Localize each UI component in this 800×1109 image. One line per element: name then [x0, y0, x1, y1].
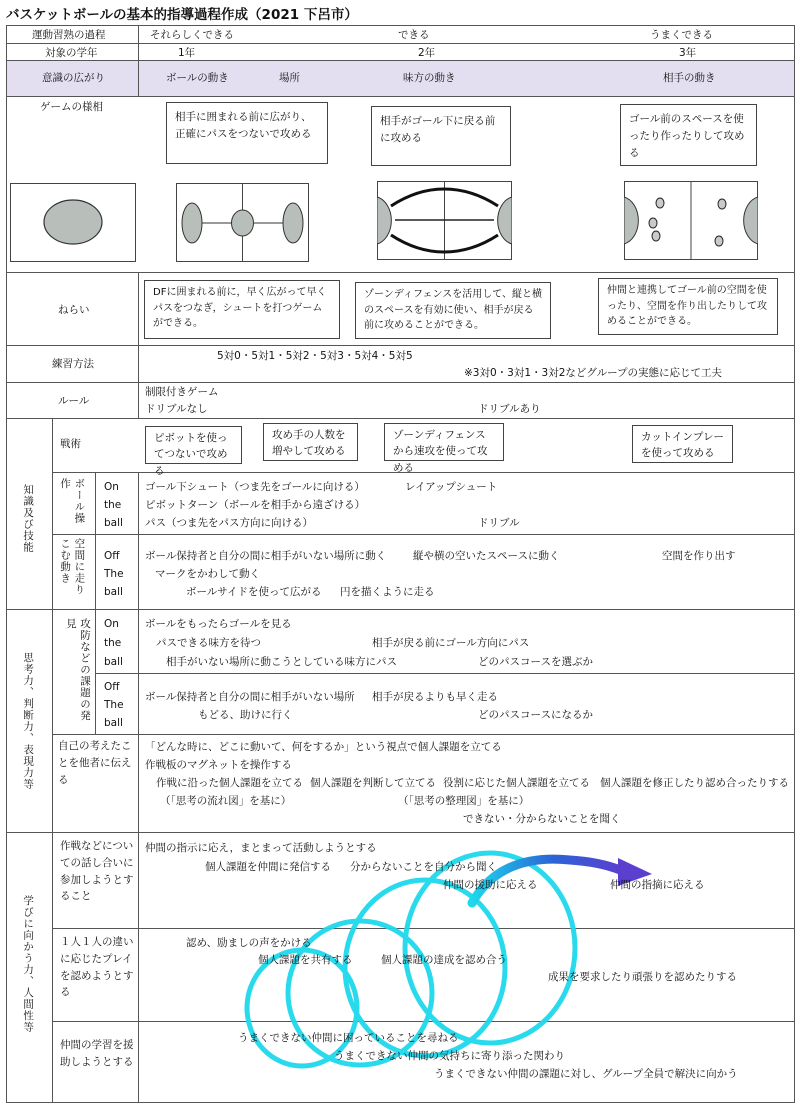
aim-2: ゾーンディフェンスを活用して、縦と横のスペースを有効に使い、相手が戻る前に攻めることができる。 [355, 282, 551, 339]
row-divider [6, 60, 795, 61]
court-scattered-players-diagram [624, 181, 758, 260]
tactic-3: ゾーンディフェンスから速攻を使って攻める [384, 423, 504, 461]
row3-line-2: うまくできない仲間の気持ちに寄り添った関わり [334, 1050, 565, 1062]
ball-line-5: ドリブル [478, 517, 520, 529]
space-sub-off: Off [104, 550, 120, 562]
convey-line-3: 作戦に沿った個人課題を立てる [156, 777, 303, 789]
ball-line-3: ピボットターン（ボールを相手から遠ざける） [145, 499, 366, 511]
row1-line-1: 仲間の指示に応え，まとまって活動しようとする [145, 842, 377, 854]
awareness-label: 意識の広がり [42, 72, 105, 84]
row2-line-3: 個人課題の達成を認め合う [381, 954, 507, 966]
off-line-1: ボール保持者と自分の間に相手がいない場所 [145, 691, 355, 703]
ball-label: ボール操作 [59, 478, 86, 524]
mastery-stage-3: うまくできる [650, 29, 713, 41]
convey-line-6: 個人課題を修正したり認め合ったりする [600, 777, 789, 789]
court-wide-lanes-diagram [377, 181, 512, 260]
tactic-4: カットインプレーを使って攻める [632, 425, 733, 463]
tactic-1: ピボットを使ってつないで攻める [145, 426, 242, 464]
rules-line1: 制限付きゲーム [145, 386, 219, 398]
col-divider [138, 734, 139, 1103]
game-desc-1: 相手に囲まれる前に広がり、正確にパスをつないで攻める [166, 102, 328, 164]
space-sub-the: The [104, 568, 124, 580]
thinking-section-label: 思考力、判断力、表現力等 [22, 652, 35, 790]
row1-line-2: 個人課題を仲間に発信する [205, 861, 331, 873]
grade-3: 3年 [679, 47, 697, 59]
grade-label: 対象の学年 [45, 47, 98, 59]
col-divider [138, 472, 139, 734]
row-divider [6, 418, 795, 419]
mastery-stage-1: それらしくできる [150, 29, 234, 41]
space-line-1: ボール保持者と自分の間に相手がいない場所に動く [145, 550, 387, 562]
row-divider [52, 534, 795, 535]
row3-line-1: うまくできない仲間に困っていることを尋ねる [238, 1032, 459, 1044]
practice-label: 練習方法 [52, 358, 94, 370]
on-sub-ball: ball [104, 656, 123, 668]
page-title: バスケットボールの基本的指導過程作成（2021 下呂市） [6, 7, 358, 23]
aim-3: 仲間と連携してゴール前の空間を使ったり、空間を作り出したりして攻めることができる。 [598, 278, 778, 335]
off-sub-the: The [104, 699, 124, 711]
space-label: 空間に走りこむ動き [59, 538, 86, 596]
rules-label: ルール [58, 395, 90, 407]
court-circle-diagram [10, 183, 136, 262]
discover-label: 攻防などの課題の発見 [64, 618, 91, 722]
aims-label: ねらい [58, 304, 90, 316]
row1-line-5: 仲間の指摘に応える [610, 879, 705, 891]
ball-line-4: パス（つま先をパス方向に向ける） [145, 517, 313, 529]
ball-sub-ball: ball [104, 517, 123, 529]
col-divider [138, 272, 139, 419]
space-line-5: ボールサイドを使って広がる [186, 586, 322, 598]
on-sub-the: the [104, 637, 122, 649]
mastery-label: 運動習熟の過程 [32, 29, 106, 41]
convey-line-8: （「思考の整理図」を基に） [398, 795, 530, 807]
row-divider [6, 382, 795, 383]
rules-left: ドリブルなし [145, 403, 208, 415]
on-sub-on: On [104, 618, 119, 630]
convey-line-9: できない・分からないことを聞く [463, 813, 621, 825]
col-divider [95, 609, 96, 734]
space-line-3: 空間を作り出す [662, 550, 736, 562]
ball-sub-the: the [104, 499, 122, 511]
row1-line-4: 仲間の援助に応える [443, 879, 538, 891]
row-divider [6, 272, 795, 273]
off-line-2: 相手が戻るよりも早く走る [372, 691, 498, 703]
col-divider [95, 472, 96, 609]
row2-label: １人１人の違いに応じたプレイを認めようとする [60, 936, 134, 999]
off-sub-ball: ball [104, 717, 123, 729]
rules-right: ドリブルあり [478, 403, 541, 415]
row-divider [52, 734, 795, 735]
convey-line-4: 個人課題を判断して立てる [310, 777, 436, 789]
game-desc-2: 相手がゴール下に戻る前に攻める [371, 106, 511, 166]
row-divider [95, 673, 795, 674]
off-line-3: もどる、助けに行く [198, 709, 293, 721]
row-divider [6, 43, 795, 44]
practice-methods: 5対0・5対1・5対2・5対3・5対4・5対5 [217, 350, 413, 362]
awareness-opponent: 相手の動き [663, 72, 716, 84]
convey-line-5: 役割に応じた個人課題を立てる [443, 777, 590, 789]
convey-line-7: （「思考の流れ図」を基に） [160, 795, 292, 807]
row1-label: 作戦などについての話し合いに参加しようとすること [60, 840, 134, 903]
on-line-4: 相手がいない場所に動こうとしている味方にパス [166, 656, 397, 668]
game-desc-3: ゴール前のスペースを使ったり作ったりして攻める [620, 104, 757, 166]
on-line-2: パスできる味方を待つ [156, 637, 261, 649]
tactics-label: 戦術 [60, 438, 81, 450]
practice-note: ※3対0・3対1・3対2などグループの実態に応じて工夫 [464, 367, 723, 379]
awareness-ball: ボールの動き [166, 72, 229, 84]
convey-label: 自己の考えたことを他者に伝える [58, 740, 132, 786]
row3-line-3: うまくできない仲間の課題に対し、グループ全員で解決に向かう [434, 1068, 738, 1080]
grade-1: 1年 [178, 47, 196, 59]
off-sub-off: Off [104, 681, 120, 693]
convey-line-2: 作戦板のマグネットを操作する [145, 759, 292, 771]
awareness-place: 場所 [279, 72, 300, 84]
on-line-1: ボールをもったらゴールを見る [145, 618, 292, 630]
mastery-stage-2: できる [398, 29, 430, 41]
off-line-4: どのパスコースになるか [478, 709, 593, 721]
space-line-6: 円を描くように走る [340, 586, 435, 598]
knowledge-section-label: 知識及び技能 [22, 484, 35, 553]
row-divider [6, 832, 795, 833]
ball-line-2: レイアップシュート [405, 481, 498, 493]
on-line-3: 相手が戻る前にゴール方向にパス [372, 637, 530, 649]
aim-1: DFに囲まれる前に，早く広がって早くパスをつなぎ，シュートを打つゲームができる。 [144, 280, 340, 339]
game-label: ゲームの様相 [40, 101, 103, 113]
col-divider [52, 418, 53, 1103]
row1-line-3: 分からないことを自分から聞く [350, 861, 497, 873]
awareness-teammate: 味方の動き [403, 72, 456, 84]
row-divider [6, 609, 795, 610]
row3-label: 仲間の学習を援助しようとする [60, 1039, 134, 1068]
court-three-ellipse-diagram [176, 183, 309, 262]
ball-line-1: ゴール下シュート（つま先をゴールに向ける） [145, 481, 365, 493]
row-divider [6, 345, 795, 346]
convey-line-1: 「どんな時に、どこに動いて、何をするか」という視点で個人課題を立てる [145, 741, 502, 753]
ball-sub-on: On [104, 481, 119, 493]
row2-line-4: 成果を要求したり頑張りを認めたりする [548, 971, 737, 983]
row-divider [6, 96, 795, 97]
space-line-4: マークをかわして動く [155, 568, 260, 580]
attitude-section-label: 学びに向かう力、人間性等 [22, 895, 35, 1033]
space-line-2: 縦や横の空いたスペースに動く [413, 550, 560, 562]
col-divider [138, 25, 139, 97]
tactic-2: 攻め手の人数を増やして攻める [263, 423, 358, 461]
row2-line-2: 個人課題を共有する [258, 954, 353, 966]
on-line-5: どのパスコースを選ぶか [478, 656, 593, 668]
row2-line-1: 認め、励ましの声をかける [186, 937, 312, 949]
grade-2: 2年 [418, 47, 436, 59]
space-sub-ball: ball [104, 586, 123, 598]
